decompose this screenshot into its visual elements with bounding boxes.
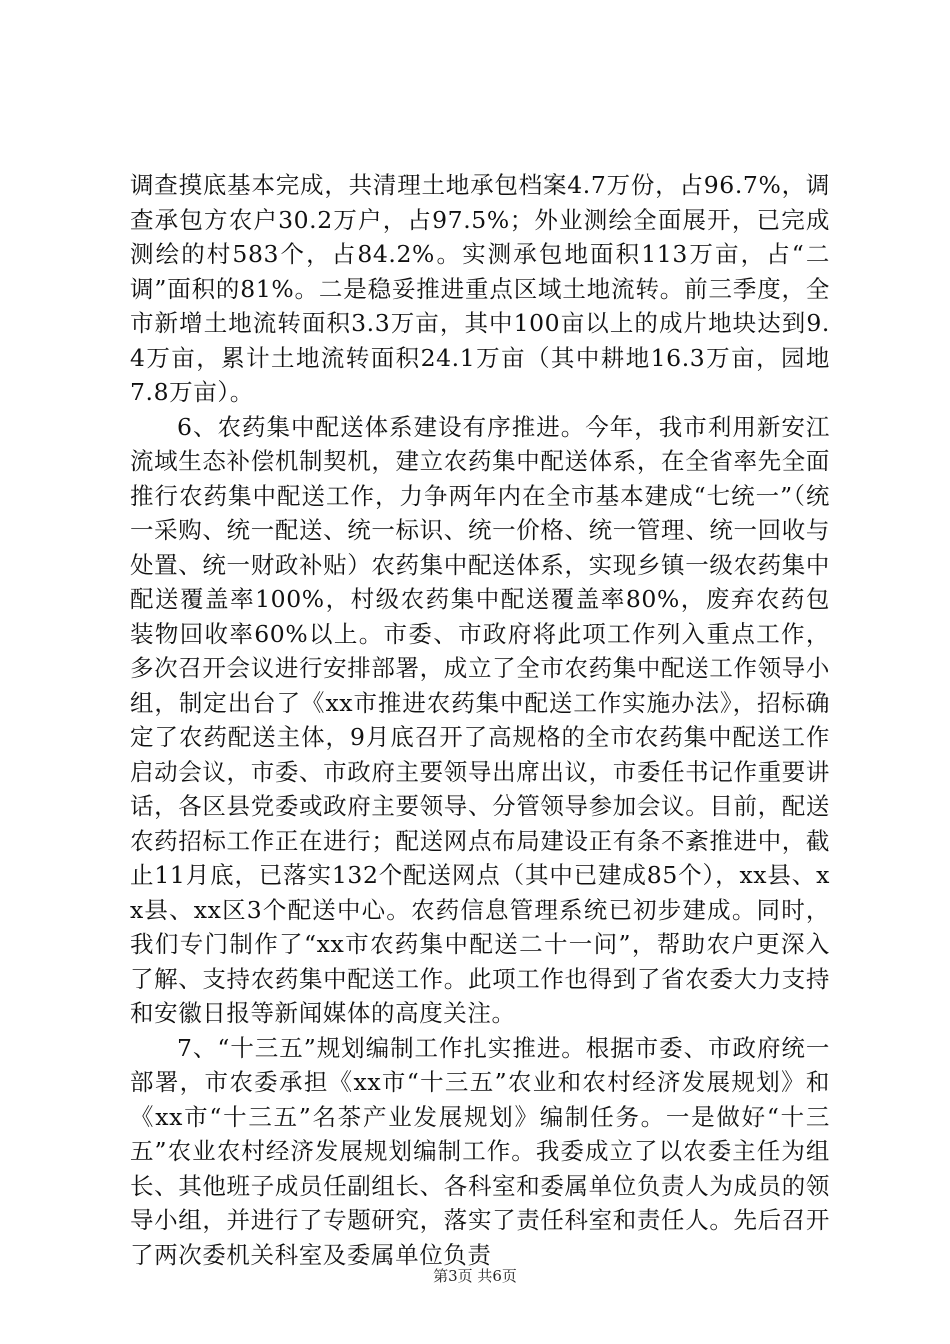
paragraph-five-year-plan: 7、“十三五”规划编制工作扎实推进。根据市委、市政府统一部署，市农委承担《xx市“十三五”农业和农村经济发展规划》和《xx市“十三五”名茶产业发展规划》编制任务。一是做好“十三五”农业农村经济发展规划编制工作。我委成立了以农委主任为组长、其他班子成员任副组长、各科室和委属单位负责人为成员的领导小组，并进行了专题研究，落实了责任科室和责任人。先后召开了两次委机关科室及委属单位负责 — [130, 1033, 830, 1269]
paragraph-pesticide-distribution: 6、农药集中配送体系建设有序推进。今年，我市利用新安江流域生态补偿机制契机，建立农药集中配送体系，在全省率先全面推行农药集中配送工作，力争两年内在全市基本建成“七统一”（统一采购、统一配送、统一标识、统一价格、统一管理、统一回收与处置、统一财政补贴）农药集中配送体系，实现乡镇一级农药集中配送覆盖率100%，村级农药集中配送覆盖率80%，废弃农药包装物回收率60%以上。市委、市政府将此项工作列入重点工作，多次召开会议进行安排部署，成立了全市农药集中配送工作领导小组，制定出台了《xx市推进农药集中配送工作实施办法》，招标确定了农药配送主体，9月底召开了高规格的全市农药集中配送工作启动会议，市委、市政府主要领导出席出议，市委任书记作重要讲话，各区县党委或政府主要领导、分管领导参加会议。目前，配送农药招标工作正在进行；配送网点布局建设正有条不紊推进中，截止11月底，已落实132个配送网点（其中已建成85个），xx县、xx县、xx区3个配送中心。农药信息管理系统已初步建成。同时，我们专门制作了“xx市农药集中配送二十一问”，帮助农户更深入了解、支持农药集中配送工作。此项工作也得到了省农委大力支持和安徽日报等新闻媒体的高度关注。 — [130, 412, 830, 1027]
document-body — [130, 168, 830, 1272]
paragraph-land-survey: 调查摸底基本完成，共清理土地承包档案4.7万份，占96.7%，调查承包方农户30.2万户，占97.5%；外业测绘全面展开，已完成测绘的村583个，占84.2%。实测承包地面积113万亩，占“二调”面积的81%。二是稳妥推进重点区域土地流转。前三季度，全市新增土地流转面积3.3万亩，其中100亩以上的成片地块达到9.4万亩，累计土地流转面积24.1万亩（其中耕地16.3万亩，园地7.8万亩）。 — [130, 171, 830, 406]
page-number-footer: 第3页 共6页 — [433, 1267, 517, 1285]
